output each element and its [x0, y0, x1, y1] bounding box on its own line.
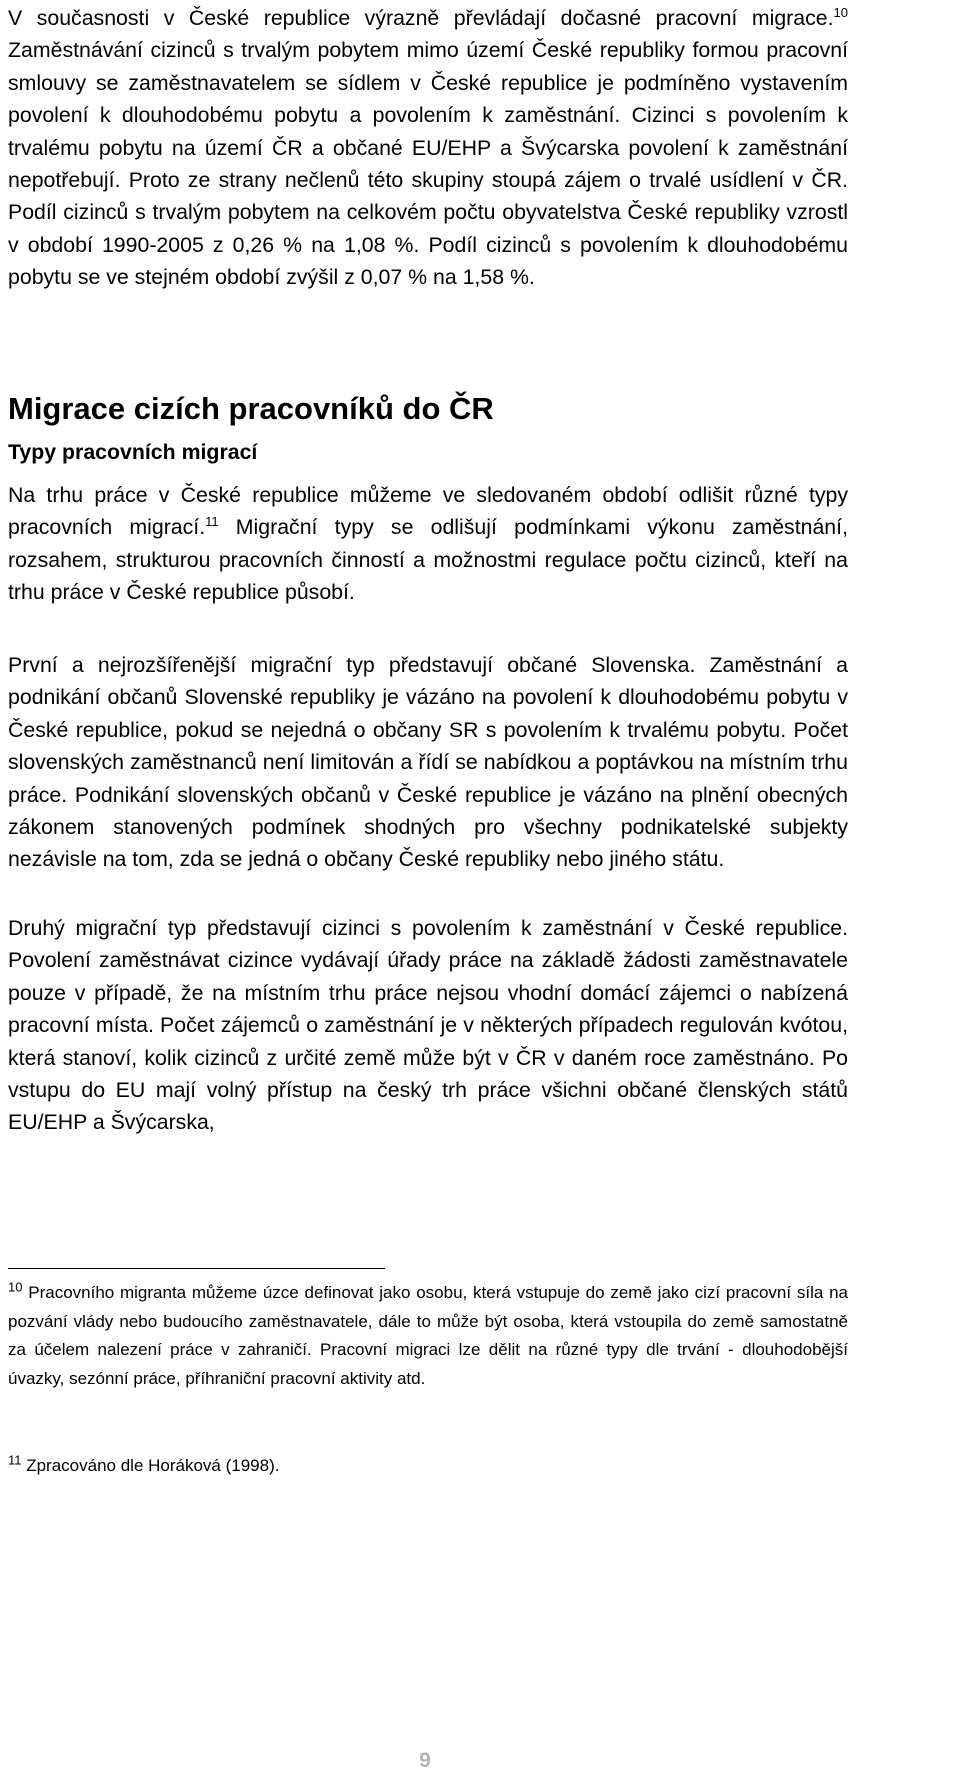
intro-paragraph — [8, 2, 848, 294]
types-text-b: Migrační typy se odlišují podmínkami výkonu zaměstnání, rozsahem, strukturou pracovních činností a možnostmi regulace počtu cizinců, kteří na trhu práce v České republice působí. — [8, 515, 848, 605]
migration-types-paragraph — [8, 479, 848, 609]
intro-text-a: V současnosti v České republice výrazně převládají dočasné pracovní migrace. — [8, 6, 834, 30]
second-migration-type-paragraph: Druhý migrační typ představují cizinci s povolením k zaměstnání v České republice. Povolení zaměstnávat cizince vydávají úřady práce na základě žádosti zaměstnavatele pouze v případě, že na místním trhu práce nejsou vhodní domácí zájemci o nabízená pracovní místa. Počet zájemců o zaměstnání je v některých případech regulován kvótou, která stanoví, kolik cizinců z určité země může být v ČR v daném roce zaměstnáno. Po vstupu do EU mají volný přístup na český trh práce všichni občané členských států EU/EHP a Švýcarska, — [8, 916, 848, 1135]
footnote-11-text: Zpracováno dle Horáková (1998). — [21, 1456, 280, 1475]
footnote-separator — [8, 1268, 385, 1269]
types-text-a: Na trhu práce v České republice můžeme ve sledovaném období odlišit různé typy pracovních migrací. — [8, 483, 848, 540]
footnote-number-11: 11 — [8, 1452, 22, 1468]
footnote-ref-11[interactable]: 11 — [205, 514, 219, 530]
page-number: 9 — [419, 1749, 431, 1772]
footnote-number-10: 10 — [8, 1279, 23, 1295]
section-heading: Migrace cizích pracovníků do ČR — [8, 391, 494, 426]
footnote-10 — [8, 1279, 848, 1393]
footnote-10-text: Pracovního migranta můžeme úzce definovat jako osobu, která vstupuje do země jako cizí pracovní síla na pozvání vlády nebo budoucího zaměstnavatele, dále to může být osoba, která vstoupila do země samostatně za účelem nalezení práce v zahraničí. Pracovní migraci lze dělit na různé typy dle trvání - dlouhodobější úvazky, sezónní práce, příhraniční pracovní aktivity atd. — [8, 1283, 848, 1388]
footnote-ref-10[interactable]: 10 — [833, 4, 848, 20]
first-migration-type-paragraph: První a nejrozšířenější migrační typ představují občané Slovenska. Zaměstnání a podnikání občanů Slovenské republiky je vázáno na povolení k dlouhodobému pobytu v České republice, pokud se nejedná o občany SR s povolením k trvalému pobytu. Počet slovenských zaměstnanců není limitován a řídí se nabídkou a poptávkou na místním trhu práce. Podnikání slovenských občanů v České republice je vázáno na plnění obecných zákonem stanovených podmínek shodných pro všechny podnikatelské subjekty nezávisle na tom, zda se jedná o občany České republiky nebo jiného státu. — [8, 653, 848, 872]
footnote-11 — [8, 1452, 848, 1481]
intro-text-b: Zaměstnávání cizinců s trvalým pobytem mimo území České republiky formou pracovní smlouvy se zaměstnavatelem se sídlem v České republice je podmíněno vystavením povolení k dlouhodobému pobytu a povolením k zaměstnání. Cizinci s povolením k trvalému pobytu na území ČR a občané EU/EHP a Švýcarska povolení k zaměstnání nepotřebují. Proto ze strany nečlenů této skupiny stoupá zájem o trvalé usídlení v ČR. Podíl cizinců s trvalým pobytem na celkovém počtu obyvatelstva České republiky vzrostl v období 1990-2005 z 0,26 % na 1,08 %. Podíl cizinců s povolením k dlouhodobému pobytu se ve stejném období zvýšil z 0,07 % na 1,58 %. — [8, 38, 848, 290]
subsection-heading: Typy pracovních migrací — [8, 440, 258, 464]
